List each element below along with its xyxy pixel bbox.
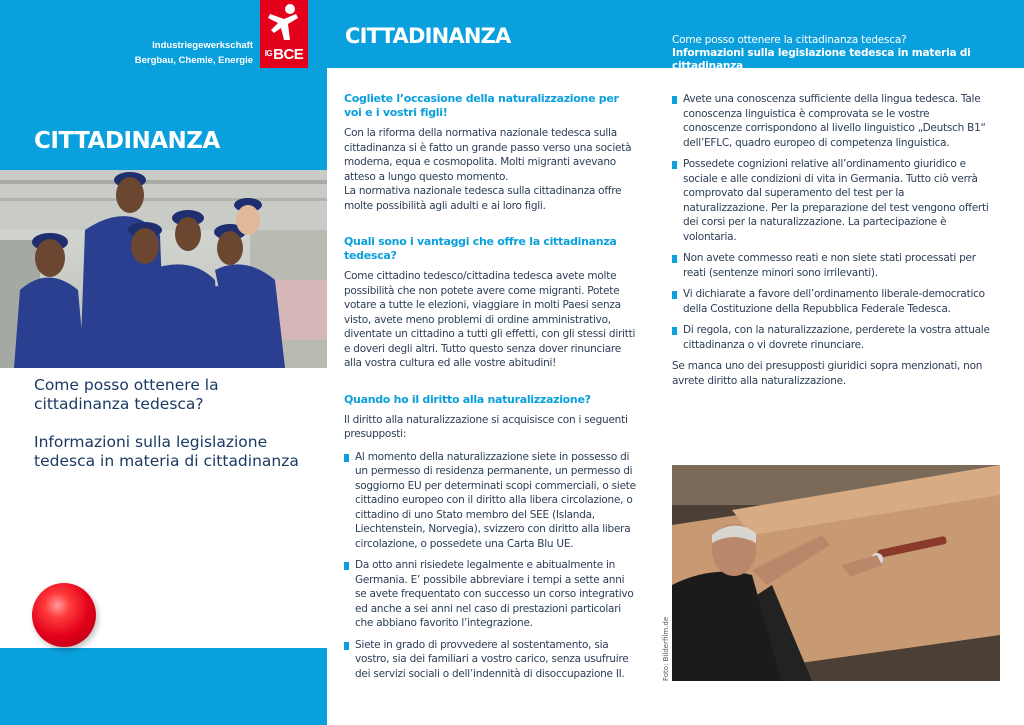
- left-blue-footer: [0, 648, 327, 725]
- list-item: [672, 92, 990, 150]
- heading-eligibility: Quando ho il diritto alla naturalizzazione?: [344, 392, 591, 406]
- organization-name: [135, 38, 253, 68]
- bullet-marker: [344, 562, 349, 570]
- left-subtitle-question: Come posso ottenere la cittadinanza tedesca?: [34, 376, 219, 413]
- list-item: [344, 638, 636, 682]
- list-item-text: Vi dichiarate a favore dell’ordinamento liberale-democratico della Costituzione della Repubblica Federale Tedesca.: [683, 288, 985, 315]
- left-subtitle-info: Informazioni sulla legislazione tedesca in materia di cittadinanza: [34, 433, 299, 470]
- middle-column: [344, 92, 636, 688]
- workers-photo: [0, 170, 327, 368]
- closing-paragraph: Se manca uno dei presupposti giuridici sopra menzionati, non avrete diritto alla naturalizzazione.: [672, 360, 983, 387]
- logo-text: [260, 46, 308, 63]
- header-subtitle-line-1: Come posso ottenere la cittadinanza tedesca?: [672, 34, 907, 46]
- right-column: [672, 92, 990, 396]
- list-item-text: Siete in grado di provvedere al sostentamento, sia vostro, sia dei familiari a vostro carico, senza usufruire dei servizi sociali o dell’indennità di disoccupazione II.: [355, 638, 629, 680]
- paragraph-advantages: Come cittadino tedesco/cittadina tedesca avete molte possibilità che non potete avere come migranti. Potete votare a tutte le elezioni, viaggiare in molti Paesi senza visto, avete meno problemi di ordine amministrativo, diventate un cittadino a tutti gli effetti, con gli stessi diritti e doveri degli altri. Tutto questo senza dover rinunciare alla vostra cultura ed alle vostre abitudini!: [344, 270, 636, 369]
- list-item: [672, 323, 990, 352]
- org-line-2: Bergbau, Chemie, Energie: [134, 55, 253, 66]
- workers-photo-illustration: [0, 170, 327, 368]
- list-item-text: Non avete commesso reati e non siete stati processati per reati (sentenze minori sono irrilevanti).: [683, 252, 976, 279]
- list-item-text: Avete una conoscenza sufficiente della lingua tedesca. Tale conoscenza linguistica è comprovata se le vostre conoscenze corrispondono al livello linguistico „Deutsch B1“ dell’EFLC, quadro europeo di competenza linguistica.: [683, 93, 986, 149]
- list-item: [672, 157, 990, 244]
- list-item: [672, 287, 990, 316]
- heading-opportunity: Cogliete l’occasione della naturalizzazione per voi e i vostri figli!: [344, 92, 619, 119]
- bullet-marker: [672, 255, 677, 263]
- left-panel: [0, 0, 327, 725]
- list-item: [344, 450, 636, 552]
- left-title: CITTADINANZA: [34, 128, 220, 154]
- requirements-list: [672, 92, 990, 352]
- spacer: [344, 221, 636, 235]
- photo-credit: Foto: Bilderfilm.de: [662, 616, 670, 681]
- paragraph-reform: Con la riforma della normativa nazionale tedesca sulla cittadinanza si è fatto un grande passo verso una società moderna, equa e cosmopolita. Molti migranti avevano atteso a lungo questo momento.: [344, 127, 632, 183]
- bullet-marker: [672, 161, 677, 169]
- list-item: [672, 251, 990, 280]
- bullet-marker: [672, 291, 677, 299]
- heading-advantages: Quali sono i vantaggi che offre la cittadinanza tedesca?: [344, 235, 617, 262]
- logo-prefix: IG: [264, 49, 273, 58]
- red-ball-icon: [32, 583, 96, 647]
- header-subtitle-line-2: Informazioni sulla legislazione tedesca in materia di cittadinanza: [672, 47, 971, 72]
- igbce-logo: [260, 0, 308, 68]
- header-title: CITTADINANZA: [345, 24, 511, 48]
- org-line-1: Industriegewerkschaft: [152, 40, 253, 51]
- paragraph-eligibility-intro: Il diritto alla naturalizzazione si acquisisce con i seguenti presupposti:: [344, 413, 628, 440]
- eligibility-list: [344, 450, 636, 682]
- logo-figure-icon: [260, 0, 308, 46]
- bullet-marker: [672, 327, 677, 335]
- bullet-marker: [344, 642, 349, 650]
- worker-photo-illustration: [672, 465, 1000, 681]
- list-item: [344, 558, 636, 631]
- list-item-text: Di regola, con la naturalizzazione, perderete la vostra attuale cittadinanza o vi dovrete rinunciare.: [683, 324, 990, 351]
- logo-name: BCE: [273, 46, 304, 63]
- bullet-marker: [672, 96, 677, 104]
- bullet-marker: [344, 454, 349, 462]
- paragraph-possibilities: La normativa nazionale tedesca sulla cittadinanza offre molte possibilità agli adulti e ai loro figli.: [344, 185, 622, 212]
- list-item-text: Al momento della naturalizzazione siete in possesso di un permesso di residenza permanente, un permesso di soggiorno EU per determinati scopi commerciali, o siete cittadino europeo con il diritto alla libera circolazione, o cittadino di uno Stato membro del SEE (Islanda, Liechtenstein, Norvegia), svizzero con diritto alla libera circolazione, o possedete una Carta Blu UE.: [355, 450, 636, 550]
- list-item-text: Possedete cognizioni relative all’ordinamento giuridico e sociale e alle condizioni di vita in Germania. Tutto ciò verrà comprovato dal superamento del test per la naturalizzazione. Per la preparazione del test vengono offerti dei corsi per la naturalizzazione. La partecipazione è volontaria.: [683, 158, 989, 243]
- spacer: [344, 379, 636, 393]
- list-item-text: Da otto anni risiedete legalmente e abitualmente in Germania. E’ possibile abbreviare i tempi a sette anni se avete frequentato con successo un corso integrativo ed anche a sei anni nel caso di prestazioni particolari che abbiano favorito l’integrazione.: [355, 559, 634, 629]
- worker-photo: [672, 465, 1000, 681]
- header-subtitle: [672, 34, 1024, 73]
